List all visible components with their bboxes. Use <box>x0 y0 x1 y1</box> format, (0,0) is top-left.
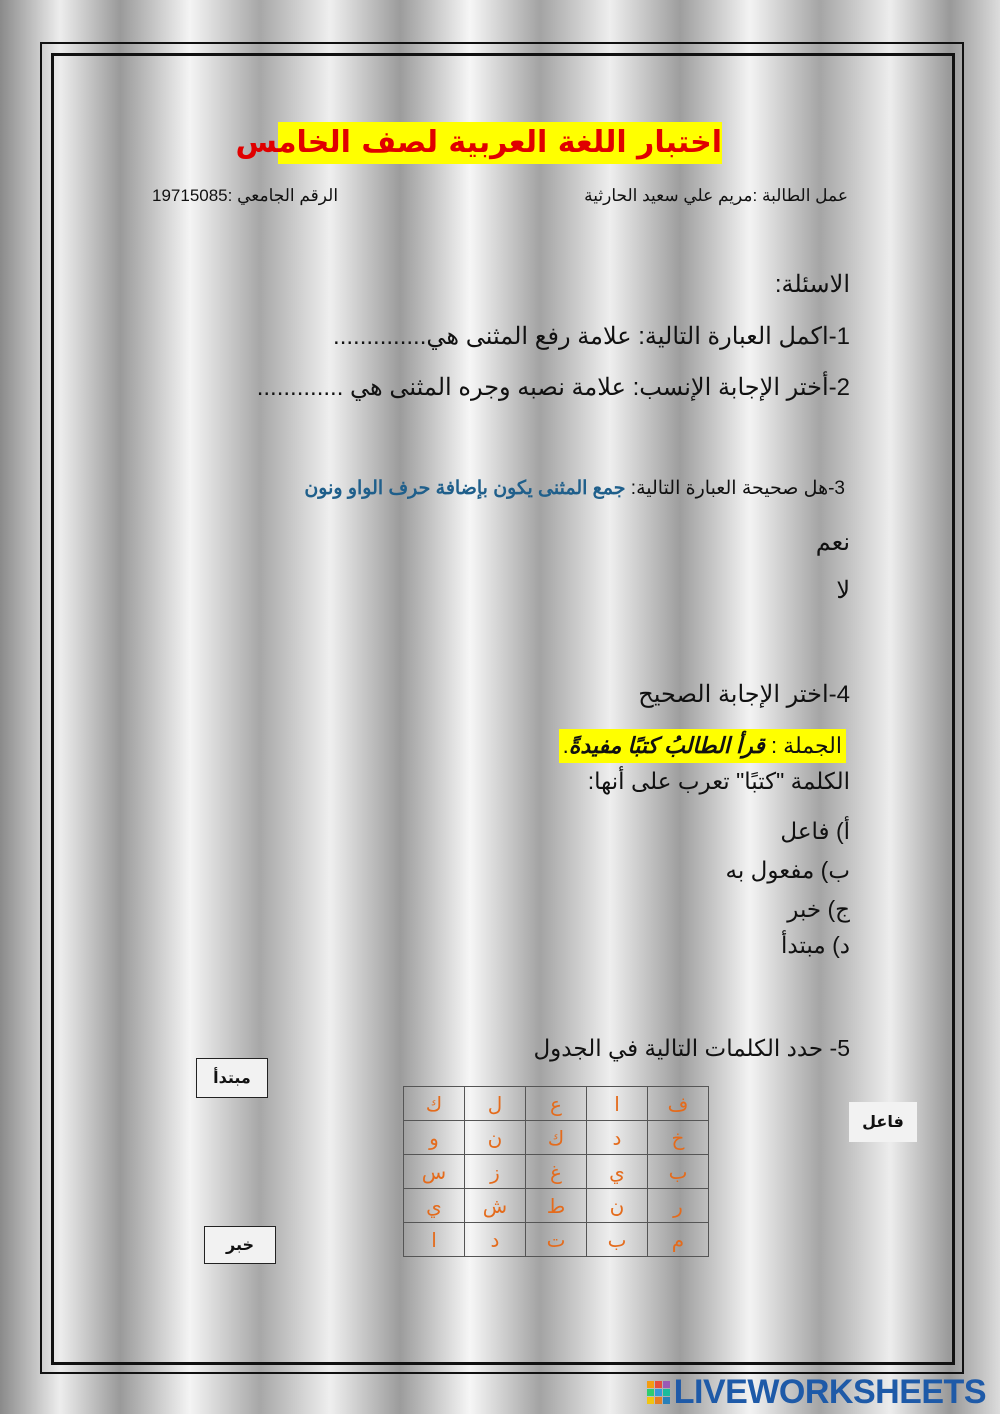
grid-cell[interactable]: غ <box>526 1155 587 1189</box>
grid-cell[interactable]: ت <box>526 1223 587 1257</box>
grid-cell[interactable]: س <box>404 1155 465 1189</box>
q4-option-b[interactable]: ب) مفعول به <box>725 857 850 883</box>
grid-cell[interactable]: ش <box>465 1189 526 1223</box>
liveworksheets-logo <box>647 1374 986 1410</box>
label-khabar[interactable]: خبر <box>204 1226 276 1264</box>
grid-row <box>404 1155 709 1189</box>
letter-grid <box>403 1086 709 1257</box>
q4-option-c[interactable]: ج) خبر <box>787 896 850 922</box>
q4-option-d[interactable]: د) مبتدأ <box>781 932 850 958</box>
grid-cell[interactable]: ل <box>465 1087 526 1121</box>
liveworksheets-icon <box>647 1381 670 1404</box>
grid-cell[interactable]: و <box>404 1121 465 1155</box>
question-3 <box>304 477 845 500</box>
grid-cell[interactable]: د <box>587 1121 648 1155</box>
grid-cell[interactable]: ب <box>587 1223 648 1257</box>
grid-cell[interactable]: ك <box>404 1087 465 1121</box>
q4-option-a[interactable]: أ) فاعل <box>780 818 850 844</box>
grid-cell[interactable]: ب <box>648 1155 709 1189</box>
question-4-heading: 4-اختر الإجابة الصحيح <box>638 681 850 708</box>
grid-cell[interactable]: خ <box>648 1121 709 1155</box>
question-2: 2-أختر الإجابة الإنسب: علامة نصبه وجره المثنى هي ............. <box>256 374 850 401</box>
grid-row <box>404 1121 709 1155</box>
student-id: الرقم الجامعي :19715085 <box>152 186 339 205</box>
grid-cell[interactable]: ن <box>465 1121 526 1155</box>
brand-name: LIVEWORKSHEETS <box>673 1372 986 1411</box>
question-3-prefix: 3-هل صحيحة العبارة التالية: <box>630 478 845 499</box>
sentence-highlight: قرأ الطالبُ كتبًا مفيدةً <box>568 733 765 758</box>
grid-row <box>404 1223 709 1257</box>
grid-cell[interactable]: ي <box>587 1155 648 1189</box>
grid-cell[interactable]: ي <box>404 1189 465 1223</box>
label-fael[interactable]: فاعل <box>849 1102 917 1142</box>
grid-cell[interactable]: ك <box>526 1121 587 1155</box>
grid-cell[interactable]: ا <box>404 1223 465 1257</box>
grid-cell[interactable]: ع <box>526 1087 587 1121</box>
grid-cell[interactable]: ف <box>648 1087 709 1121</box>
student-name: عمل الطالبة :مريم علي سعيد الحارثية <box>584 186 848 205</box>
question-5-heading: 5- حدد الكلمات التالية في الجدول <box>533 1035 850 1061</box>
label-mubtada[interactable]: مبتدأ <box>196 1058 268 1098</box>
page-title: اختبار اللغة العربية لصف الخامس <box>278 122 722 164</box>
grid-cell[interactable]: ن <box>587 1189 648 1223</box>
sentence-end: . <box>562 733 569 758</box>
grid-cell[interactable]: م <box>648 1223 709 1257</box>
grid-row <box>404 1189 709 1223</box>
grid-cell[interactable]: ا <box>587 1087 648 1121</box>
grid-cell[interactable]: ز <box>465 1155 526 1189</box>
question-3-statement: جمع المثنى يكون بإضافة حرف الواو ونون <box>304 478 626 499</box>
grid-cell[interactable]: د <box>465 1223 526 1257</box>
sentence-prefix: الجملة : <box>770 733 842 758</box>
option-yes[interactable]: نعم <box>815 529 850 556</box>
option-no[interactable]: لا <box>836 577 850 604</box>
grid-cell[interactable]: ر <box>648 1189 709 1223</box>
question-4-prompt: الكلمة "كتبًا" تعرب على أنها: <box>587 768 850 794</box>
questions-heading: الاسئلة: <box>774 271 850 298</box>
question-1: 1-اكمل العبارة التالية: علامة رفع المثنى هي.............. <box>333 323 850 350</box>
grid-row <box>404 1087 709 1121</box>
question-4-sentence <box>559 729 846 763</box>
grid-cell[interactable]: ط <box>526 1189 587 1223</box>
